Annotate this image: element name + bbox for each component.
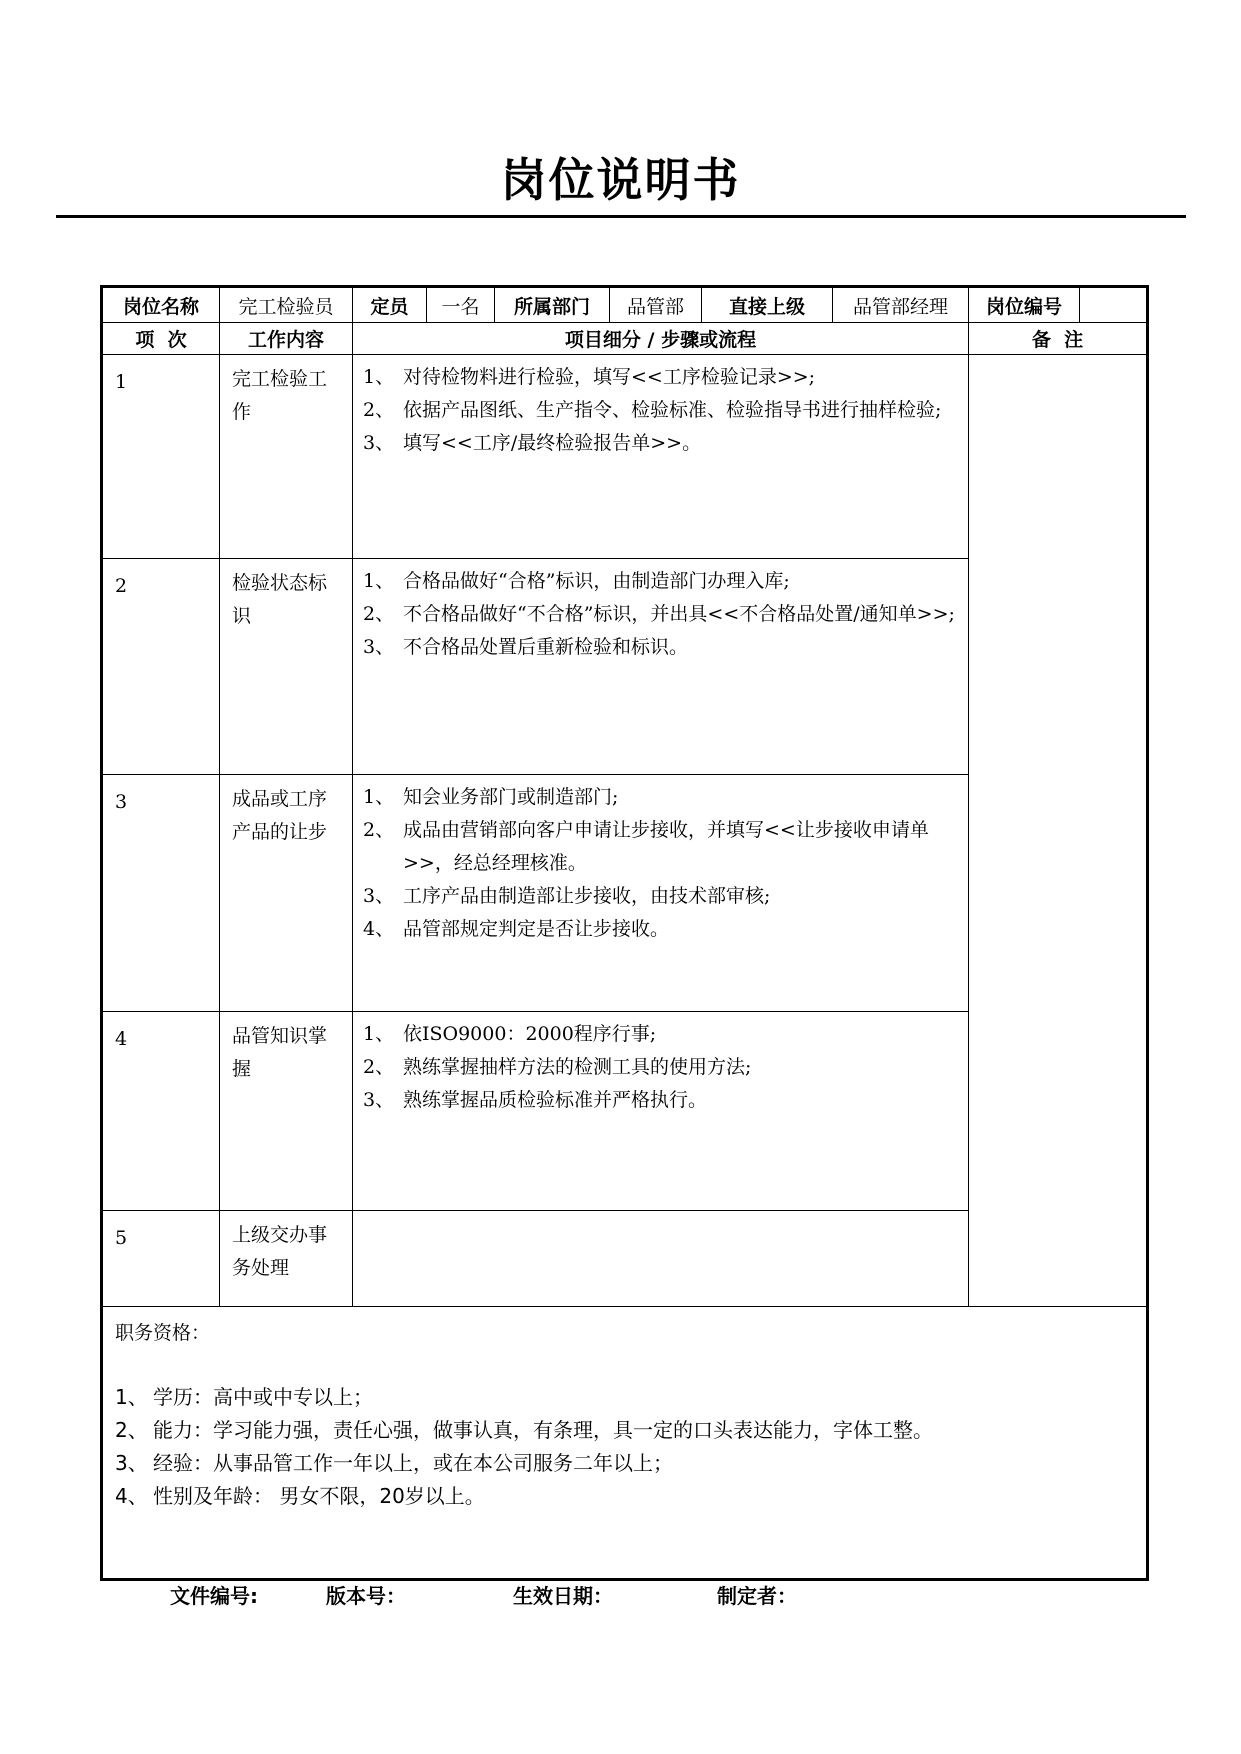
list-item — [363, 361, 960, 394]
step-text: 工序产品由制造部让步接收，由技术部审核; — [403, 885, 771, 907]
step-text: 不合格品处置后重新检验和标识。 — [403, 636, 689, 658]
step-number: 4、 — [363, 918, 395, 940]
step-number: 3、 — [363, 1089, 395, 1111]
position-code-label: 岗位编号 — [969, 287, 1080, 323]
footer-file-number: 文件编号: — [170, 1584, 258, 1608]
list-item — [363, 394, 960, 427]
column-header-remarks: 备 注 — [969, 323, 1148, 355]
column-header-row — [102, 323, 1148, 355]
headcount-value: 一名 — [427, 287, 495, 323]
list-item — [363, 1084, 960, 1117]
list-item — [363, 598, 960, 631]
qual-text: 能力：学习能力强，责任心强，做事认真，有条理，具一定的口头表达能力，字体工整。 — [153, 1418, 933, 1442]
list-item — [363, 913, 960, 946]
step-list — [353, 775, 969, 1012]
step-number: 3、 — [363, 432, 395, 454]
step-number: 3、 — [363, 636, 395, 658]
list-item — [115, 1480, 1146, 1513]
table-row — [102, 355, 1148, 559]
row-number: 4 — [102, 1012, 220, 1211]
position-name-label: 岗位名称 — [102, 287, 220, 323]
row-number: 3 — [102, 775, 220, 1012]
work-content: 上级交办事务处理 — [220, 1211, 353, 1307]
step-text: 对待检物料进行检验，填写<<工序检验记录>>; — [403, 366, 816, 388]
qual-number: 4、 — [115, 1484, 148, 1508]
qualifications-heading: 职务资格： — [115, 1322, 211, 1344]
list-item — [363, 631, 960, 664]
qual-text: 性别及年龄： 男女不限，20岁以上。 — [153, 1484, 485, 1508]
step-number: 3、 — [363, 885, 395, 907]
supervisor-label: 直接上级 — [702, 287, 833, 323]
footer-author: 制定者： — [717, 1584, 797, 1608]
list-item — [115, 1381, 1146, 1414]
footer-effective-date: 生效日期： — [513, 1584, 613, 1608]
remarks-cell — [969, 355, 1148, 1307]
work-content: 品管知识掌握 — [220, 1012, 353, 1211]
list-item — [363, 880, 960, 913]
step-list — [353, 1211, 969, 1307]
step-text: 不合格品做好“不合格”标识，并出具<<不合格品处置/通知单>>; — [403, 603, 955, 625]
list-item — [363, 1051, 960, 1084]
list-item — [363, 781, 960, 814]
department-value: 品管部 — [610, 287, 702, 323]
step-text: 熟练掌握品质检验标准并严格执行。 — [403, 1089, 708, 1111]
step-text: 品管部规定判定是否让步接收。 — [403, 918, 670, 940]
column-header-item: 项 次 — [102, 323, 220, 355]
step-text: 知会业务部门或制造部门; — [403, 786, 619, 808]
work-content: 完工检验工作 — [220, 355, 353, 559]
step-text: 依ISO9000：2000程序行事; — [403, 1023, 657, 1045]
step-number: 1、 — [363, 570, 395, 592]
footer-version: 版本号： — [326, 1584, 406, 1608]
headcount-label: 定员 — [353, 287, 427, 323]
department-label: 所属部门 — [495, 287, 610, 323]
title-underline — [56, 215, 1186, 218]
column-header-details: 项目细分 / 步骤或流程 — [353, 323, 969, 355]
list-item — [363, 814, 960, 880]
step-list — [353, 1012, 969, 1211]
header-row — [102, 287, 1148, 323]
list-item — [115, 1447, 1146, 1480]
qual-text: 学历：高中或中专以上； — [153, 1385, 373, 1409]
row-number: 2 — [102, 559, 220, 775]
step-number: 2、 — [363, 1056, 395, 1078]
work-content: 检验状态标识 — [220, 559, 353, 775]
list-item — [363, 1018, 960, 1051]
row-number: 5 — [102, 1211, 220, 1307]
supervisor-value: 品管部经理 — [833, 287, 969, 323]
row-number: 1 — [102, 355, 220, 559]
job-description-table — [100, 285, 1149, 1581]
step-list — [353, 559, 969, 775]
position-name-value: 完工检验员 — [220, 287, 353, 323]
page-title: 岗位说明书 — [500, 153, 741, 207]
qual-text: 经验：从事品管工作一年以上，或在本公司服务二年以上； — [153, 1451, 673, 1475]
list-item — [363, 427, 960, 460]
step-number: 2、 — [363, 399, 395, 421]
step-list — [353, 355, 969, 559]
qualifications-row — [102, 1307, 1148, 1580]
step-number: 1、 — [363, 786, 395, 808]
step-text: 合格品做好“合格”标识，由制造部门办理入库; — [403, 570, 790, 592]
list-item — [363, 565, 960, 598]
qual-number: 3、 — [115, 1451, 148, 1475]
step-number: 2、 — [363, 819, 395, 841]
qual-number: 2、 — [115, 1418, 148, 1442]
step-number: 2、 — [363, 603, 395, 625]
list-item — [115, 1414, 1146, 1447]
qual-number: 1、 — [115, 1385, 148, 1409]
step-number: 1、 — [363, 1023, 395, 1045]
position-code-value — [1080, 287, 1148, 323]
step-number: 1、 — [363, 366, 395, 388]
work-content: 成品或工序产品的让步 — [220, 775, 353, 1012]
qualifications-cell — [102, 1307, 1148, 1580]
step-text: 依据产品图纸、生产指令、检验标准、检验指导书进行抽样检验; — [403, 399, 942, 421]
step-text: 熟练掌握抽样方法的检测工具的使用方法; — [403, 1056, 752, 1078]
step-text: 填写<<工序/最终检验报告单>>。 — [403, 432, 702, 454]
step-text: 成品由营销部向客户申请让步接收，并填写<<让步接收申请单>>，经总经理核准。 — [403, 819, 929, 874]
column-header-work: 工作内容 — [220, 323, 353, 355]
